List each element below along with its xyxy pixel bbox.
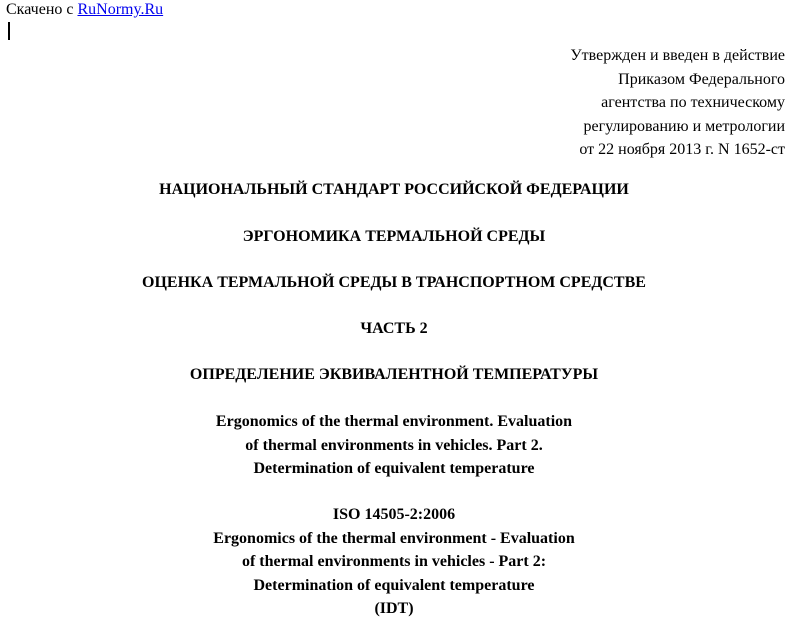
- iso-title-line: Determination of equivalent temperature: [253, 576, 535, 594]
- approval-line: Приказом Федерального: [618, 70, 785, 88]
- approval-line: регулированию и метрологии: [583, 117, 785, 135]
- determination-heading: ОПРЕДЕЛЕНИЕ ЭКВИВАЛЕНТНОЙ ТЕМПЕРАТУРЫ: [189, 366, 599, 383]
- text-cursor: [8, 22, 10, 40]
- iso-block: [0, 503, 788, 621]
- approval-line: Утвержден и введен в действие: [570, 47, 785, 64]
- assessment-heading: ОЦЕНКА ТЕРМАЛЬНОЙ СРЕДЫ В ТРАНСПОРТНОМ СРЕДСТВЕ: [142, 274, 646, 291]
- source-link[interactable]: RuNormy.Ru: [77, 1, 164, 18]
- ergonomics-heading: ЭРГОНОМИКА ТЕРМАЛЬНОЙ СРЕДЫ: [242, 228, 546, 245]
- english-title: [0, 410, 788, 481]
- english-title-line: Ergonomics of the thermal environment. Evaluation: [215, 413, 573, 430]
- national-standard-heading: НАЦИОНАЛЬНЫЙ СТАНДАРТ РОССИЙСКОЙ ФЕДЕРАЦИИ: [159, 181, 629, 198]
- iso-title-line: of thermal environments in vehicles - Part 2:: [241, 553, 547, 570]
- english-title-line: of thermal environments in vehicles. Part 2.: [245, 436, 543, 454]
- english-title-line: Determination of equivalent temperature: [253, 460, 535, 477]
- approval-line: от 22 ноября 2013 г. N 1652-ст: [579, 141, 785, 158]
- source-line: [6, 0, 163, 20]
- iso-title-line: Ergonomics of the thermal environment - Evaluation: [213, 529, 575, 547]
- iso-number: ISO 14505-2:2006: [332, 506, 456, 523]
- iso-idt: (IDT): [374, 600, 414, 617]
- approval-block: [570, 44, 785, 162]
- approval-line: агентства по техническому: [601, 94, 785, 111]
- source-prefix: Скачено с: [6, 1, 78, 18]
- part-heading: ЧАСТЬ 2: [360, 320, 428, 337]
